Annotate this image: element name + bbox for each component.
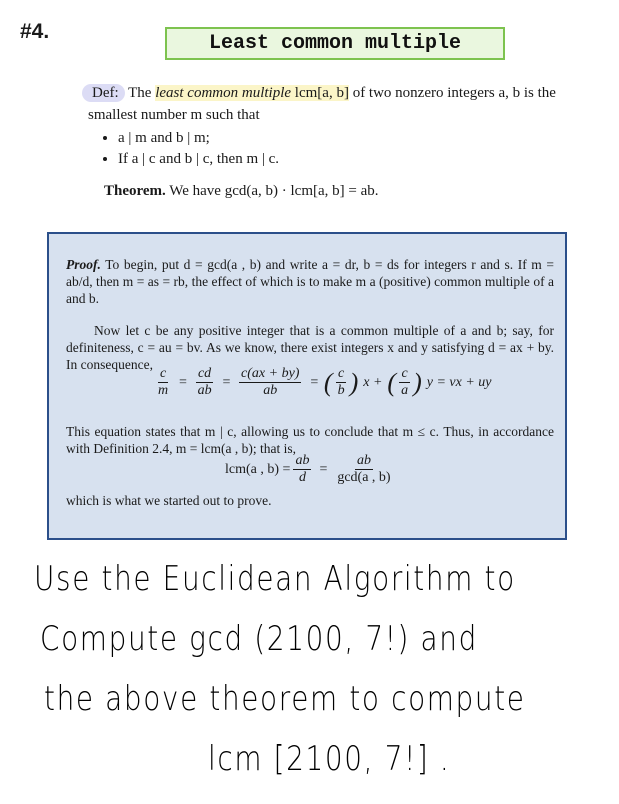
condition-item: • If a | c and b | c, then m | c. — [118, 149, 593, 170]
fraction-cd-over-ab: $\frac{cd}{ab}$ — [197, 366, 212, 398]
proof-p1-text: To begin, put d = gcd(a , b) and write a = dr, b = ds for integers r and s. If m = ab/d, then m = as = rb, the effect of which is to make m a (positive) common multiple of a and b. — [66, 257, 554, 306]
handwritten-line: the above theorem to compute — [44, 679, 526, 719]
fraction-ab-over-d: $\frac{ab}{d}$ — [295, 453, 310, 485]
theorem-statement — [104, 183, 379, 200]
fraction-c-over-m: $\frac{c}{m}$ — [158, 366, 169, 398]
proof-conclusion: which is what we started out to prove. — [66, 493, 272, 508]
theorem-label: Theorem. — [104, 183, 166, 199]
handwritten-line: Use the Euclidean Algorithm to — [34, 559, 516, 599]
proof-label: Proof. — [66, 257, 101, 272]
handwritten-line: lcm [2100, 7!] . — [208, 739, 451, 779]
condition-item: • a | m and b | m; — [118, 128, 593, 149]
definition-post: of two nonzero integers a, b is the smallest number m such that — [88, 85, 556, 123]
proof-paragraph-1 — [66, 256, 554, 307]
section-title-box — [165, 27, 505, 60]
section-title: Least common multiple — [208, 32, 462, 55]
problem-number: #4. — [20, 20, 50, 43]
definition-tag: Def: — [82, 84, 125, 102]
definition-notation: lcm[a, b] — [291, 85, 349, 101]
theorem-text: We have gcd(a, b) · lcm[a, b] = ab. — [165, 183, 379, 199]
handwritten-question — [0, 545, 619, 804]
definition-pre: The — [124, 85, 156, 101]
fraction-ab-over-gcd: $\frac{ab}{\gcd(a , b)}$ — [337, 453, 391, 485]
fraction-c-over-a: $\frac{c}{a}$ — [401, 366, 409, 398]
definition-term: least common multiple — [155, 85, 292, 101]
proof-equation-2: lcm(a , b) = $\frac{ab}{d}$ = $\frac{ab}{\gcd(a , b)}$ — [225, 453, 391, 485]
proof-paragraph-2: Now let c be any positive integer that is a common multiple of a and b; say, for definiteness, c = au = bv. As we know, there exist integers x and y satisfying d = ax + by. In consequence, — [66, 323, 554, 372]
proof-paragraph-3: This equation states that m | c, allowing us to conclude that m ≤ c. Thus, in accordance with Definition 2.4, m = lcm(a , b); that is, — [66, 424, 554, 456]
equation-lhs: lcm(a , b) = — [225, 461, 291, 477]
definition-block — [88, 82, 593, 170]
fraction-c-over-b: $\frac{c}{b}$ — [337, 366, 345, 398]
definition-term-highlight — [155, 85, 349, 101]
fraction-expanded: $\frac{c(ax + by)}{ab}$ — [241, 366, 300, 398]
handwritten-line: Compute gcd (2100, 7!) and — [40, 619, 478, 659]
proof-box — [47, 232, 567, 540]
proof-equation-1: $\frac{c}{m}$ = $\frac{cd}{ab}$ = $\frac{c(ax + by)}{ab}$ = ( $\frac{c}{b}$ ) x + ( $\frac{c}{a}$ ) y = vx + uy — [158, 366, 492, 398]
definition-conditions — [88, 128, 593, 170]
